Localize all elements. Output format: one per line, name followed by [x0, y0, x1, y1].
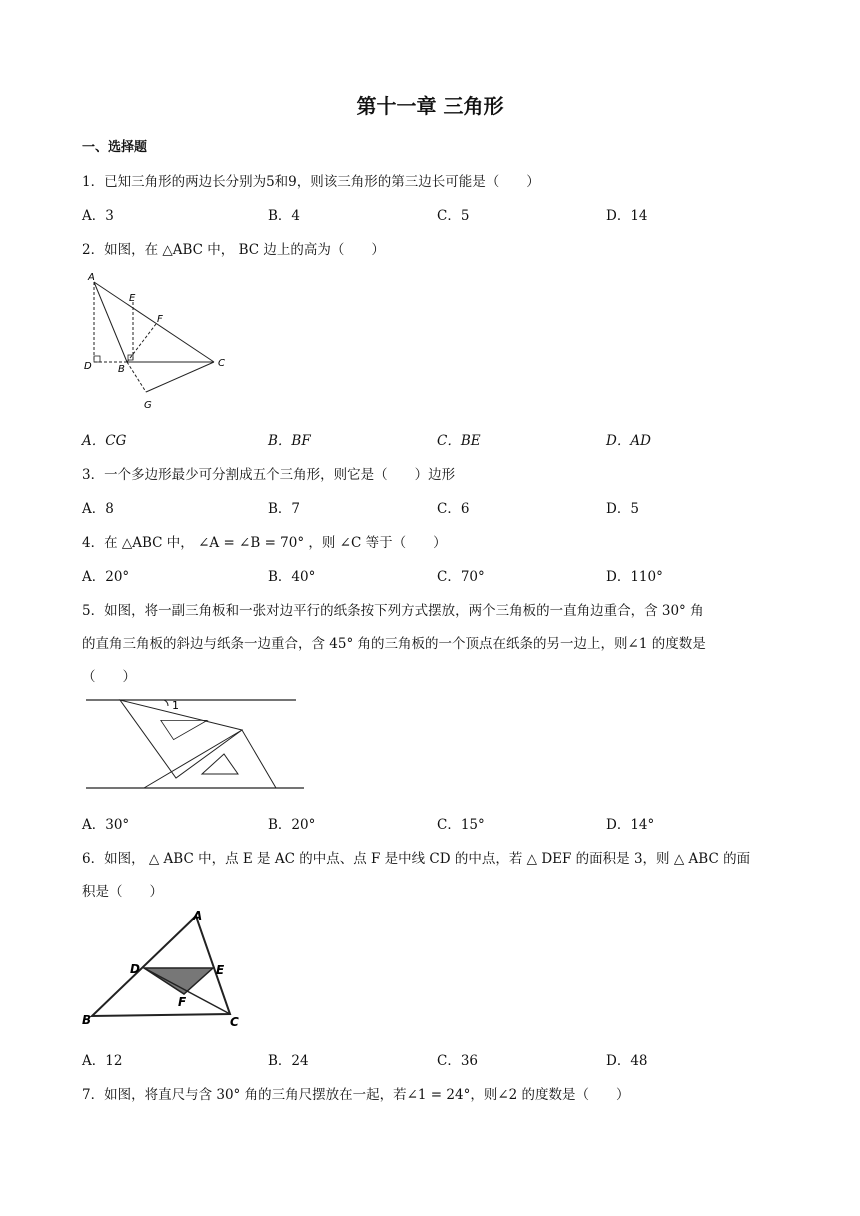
q4-option-c: C．70° — [437, 569, 485, 585]
q5-triangle-strip-figure — [82, 692, 304, 796]
q2-label-d: D — [84, 361, 92, 372]
question-5-line-2: 的直角三角板的斜边与纸条一边重合，含 45° 角的三角板的一个顶点在纸条的另一边上，则∠1 的度数是 — [82, 636, 706, 652]
q4-option-d: D．110° — [606, 569, 663, 585]
q2-triangle-figure — [80, 268, 240, 416]
q3-option-a: A．8 — [82, 501, 114, 517]
question-2: 2．如图，在 △ABC 中， BC 边上的高为（ ） — [82, 242, 385, 258]
question-6-line-2: 积是（ ） — [82, 884, 163, 900]
q6-label-d: D — [130, 962, 140, 976]
q6-option-a: A．12 — [82, 1053, 123, 1069]
q5-option-d: D．14° — [606, 817, 655, 833]
q2-label-c: C — [218, 358, 225, 369]
question-3: 3．一个多边形最少可分割成五个三角形，则它是（ ）边形 — [82, 467, 456, 483]
page-title: 第十一章 三角形 — [356, 94, 504, 118]
q2-option-b: B．BF — [268, 433, 311, 449]
q3-option-c: C．6 — [437, 501, 470, 517]
section-heading: 一、选择题 — [82, 140, 148, 155]
question-7: 7．如图，将直尺与含 30° 角的三角尺摆放在一起，若∠1 = 24°，则∠2 的度数是（ ） — [82, 1087, 630, 1103]
q6-option-c: C．36 — [437, 1053, 479, 1069]
question-6-line-1: 6．如图， △ ABC 中，点 E 是 AC 的中点、点 F 是中线 CD 的中点，若 △ DEF 的面积是 3，则 △ ABC 的面 — [82, 851, 751, 867]
q6-triangle-figure — [80, 906, 248, 1030]
q5-option-a: A．30° — [82, 817, 130, 833]
q2-option-a: A．CG — [82, 433, 127, 449]
q6-label-a: A — [193, 909, 203, 923]
q4-option-b: B．40° — [268, 569, 316, 585]
question-1: 1．已知三角形的两边长分别为5和9，则该三角形的第三边长可能是（ ） — [82, 174, 540, 190]
q5-option-b: B．20° — [268, 817, 316, 833]
q6-option-d: D．48 — [606, 1053, 648, 1069]
q2-option-c: C．BE — [437, 433, 481, 449]
question-5-line-1: 5．如图，将一副三角板和一张对边平行的纸条按下列方式摆放，两个三角板的一直角边重合，含 30° 角 — [82, 603, 704, 619]
q2-option-d: D．AD — [606, 433, 651, 449]
q5-option-c: C．15° — [437, 817, 485, 833]
q2-label-e: E — [129, 293, 136, 304]
q1-option-d: D．14 — [606, 208, 648, 224]
q2-label-g: G — [144, 400, 152, 411]
q2-label-a: A — [88, 272, 95, 283]
q1-option-c: C．5 — [437, 208, 470, 224]
q2-label-f: F — [157, 314, 163, 325]
q6-label-b: B — [82, 1013, 92, 1027]
q5-angle-label: 1 — [172, 699, 179, 712]
q6-label-e: E — [216, 963, 225, 977]
question-4: 4．在 △ABC 中， ∠A = ∠B = 70° ，则 ∠C 等于（ ） — [82, 535, 447, 551]
q1-option-b: B．4 — [268, 208, 301, 224]
q6-option-b: B．24 — [268, 1053, 309, 1069]
question-5-line-3: （ ） — [82, 669, 136, 685]
q1-option-a: A．3 — [82, 208, 114, 224]
q3-option-b: B．7 — [268, 501, 301, 517]
q6-label-f: F — [178, 995, 187, 1009]
q4-option-a: A．20° — [82, 569, 130, 585]
q3-option-d: D．5 — [606, 501, 639, 517]
q2-label-b: B — [118, 364, 125, 375]
q6-label-c: C — [230, 1015, 239, 1029]
